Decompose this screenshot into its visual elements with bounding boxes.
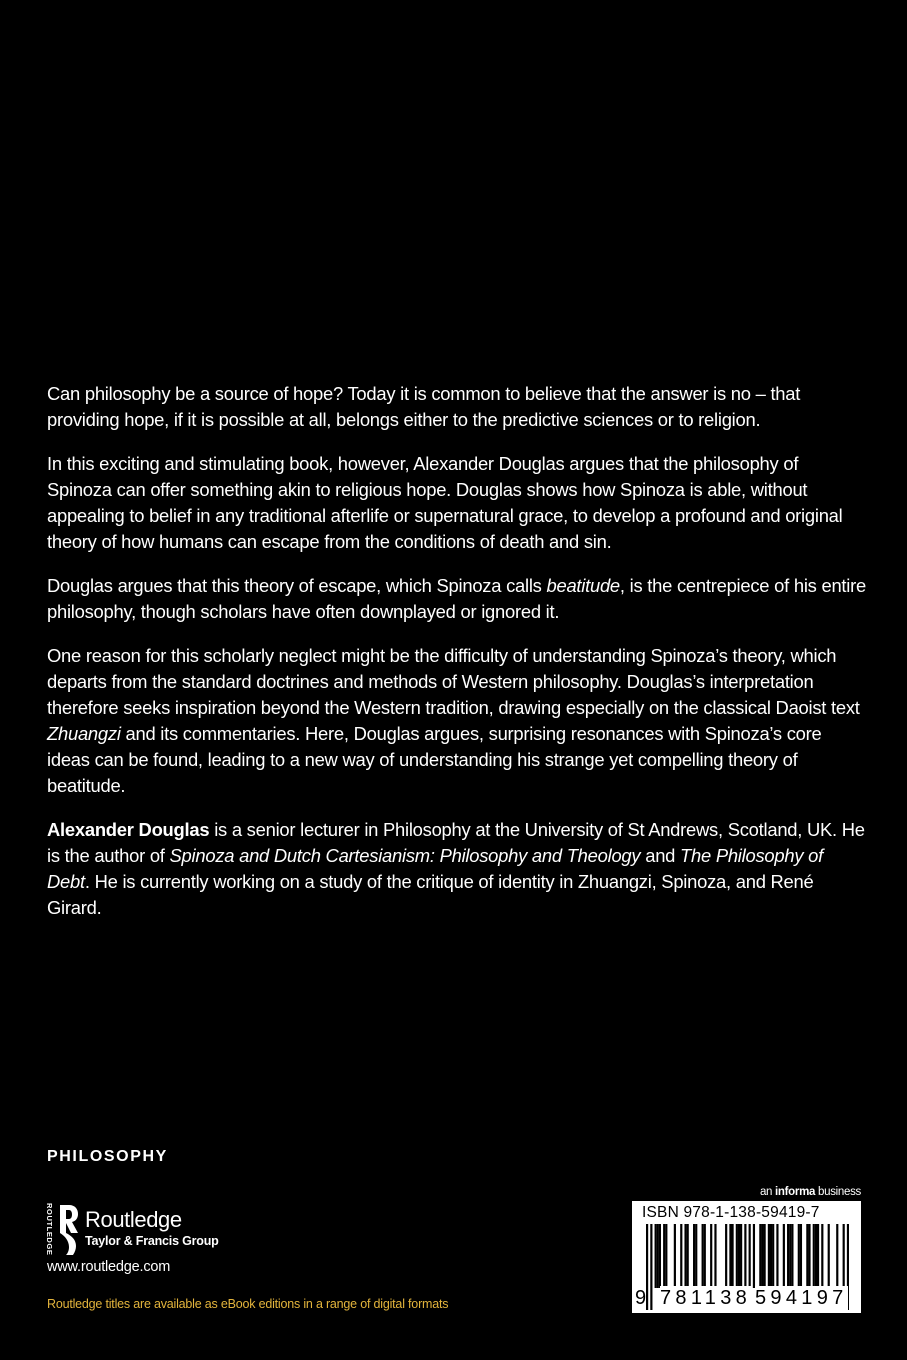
barcode-bar (753, 1224, 755, 1288)
publisher-group: Taylor & Francis Group (85, 1234, 219, 1248)
barcode-bar (704, 1224, 706, 1288)
informa-brand: informa (775, 1186, 816, 1198)
author-bio-text: is a senior lecturer in Philosophy at the University of St Andrews, Scotland, UK. He is the author of (47, 819, 865, 866)
barcode-bar (770, 1224, 772, 1288)
barcode-bar (687, 1224, 689, 1288)
barcode-bar (821, 1224, 823, 1288)
barcode-bar (815, 1224, 817, 1288)
barcode-bar (791, 1224, 793, 1288)
description-text: and its commentaries. Here, Douglas argues, surprising resonances with Spinoza’s core ideas can be found, leading to a new way of understanding his strange yet compelling theory of beatitude. (47, 723, 822, 796)
description-emphasis: Zhuangzi (47, 723, 121, 744)
barcode-bar (764, 1224, 766, 1288)
barcode-bar (806, 1224, 808, 1288)
barcode-bar (740, 1224, 742, 1288)
author-book-title: Spinoza and Dutch Cartesianism: Philosophy and Theology (169, 845, 641, 866)
barcode-bar (828, 1224, 830, 1288)
barcode-bar (789, 1224, 791, 1288)
barcode-bar (657, 1224, 659, 1288)
description-paragraph-3 (47, 573, 867, 625)
barcode-bar (702, 1224, 704, 1288)
publisher-vertical-text: ROUTLEDGE (45, 1203, 54, 1256)
barcode-bar (808, 1224, 810, 1288)
barcode-bar (783, 1224, 785, 1288)
barcode-bar (665, 1224, 667, 1288)
barcode-bar (738, 1224, 740, 1288)
barcode-bar (659, 1224, 661, 1288)
isbn-label: ISBN 978-1-138-59419-7 (642, 1204, 820, 1221)
book-description (47, 381, 867, 939)
informa-suffix: business (815, 1186, 861, 1198)
barcode-bar (663, 1224, 665, 1288)
publisher-name: Routledge (85, 1207, 182, 1232)
publisher-logo (44, 1203, 244, 1255)
barcode-bar (736, 1224, 738, 1288)
barcode-bar (693, 1224, 695, 1288)
barcode-bar (725, 1224, 727, 1288)
subject-category: PHILOSOPHY (47, 1148, 168, 1165)
barcode-bar (674, 1224, 676, 1288)
publisher-vertical-label (44, 1203, 54, 1255)
barcode-bar (817, 1224, 819, 1288)
barcode-bar (695, 1224, 697, 1288)
barcode-bar (684, 1224, 686, 1288)
barcode-bar (759, 1224, 761, 1288)
description-paragraph-4 (47, 643, 867, 799)
description-text: , is the centrepiece of his entire philosophy, though scholars have often downplayed or ignored it. (47, 575, 866, 622)
isbn-barcode-panel (632, 1201, 861, 1313)
barcode-digits-left: 781138 (660, 1287, 752, 1309)
barcode-bar (787, 1224, 789, 1288)
author-bio (47, 817, 867, 921)
publisher-website[interactable]: www.routledge.com (47, 1259, 171, 1275)
barcode-digit-first: 9 (635, 1287, 647, 1309)
informa-prefix: an (759, 1186, 776, 1198)
barcode-bar (680, 1224, 682, 1288)
routledge-r-icon (56, 1203, 80, 1255)
barcode-bar (761, 1224, 763, 1288)
barcode-bar (776, 1224, 778, 1288)
author-bio-text: . He is currently working on a study of the critique of identity in Zhuangzi, Spinoza, and René Girard. (47, 871, 814, 918)
description-text: Douglas argues that this theory of escape, which Spinoza calls (47, 575, 547, 596)
barcode-bar (813, 1224, 815, 1288)
author-book-title: The Philosophy of Debt (47, 845, 823, 892)
description-text: One reason for this scholarly neglect might be the difficulty of understanding Spinoza’s theory, which departs from the standard doctrines and methods of Western philosophy. Douglas’s interpretation therefore seeks inspiration beyond the Western tradition, drawing especially on the classical Daoist text (47, 645, 860, 718)
author-bio-text: and (640, 845, 681, 866)
ebook-availability-note: Routledge titles are available as eBook editions in a range of digital formats (47, 1297, 449, 1311)
barcode-bar (836, 1224, 838, 1288)
barcode-bar (729, 1224, 731, 1288)
informa-business-label (760, 1186, 861, 1198)
barcode-bar (710, 1224, 712, 1288)
barcode-bar (800, 1224, 802, 1288)
barcode-bar (655, 1224, 657, 1288)
barcode-bar (772, 1224, 774, 1288)
barcode-digits (632, 1286, 861, 1312)
description-paragraph-1: Can philosophy be a source of hope? Today it is common to believe that the answer is no – that providing hope, if it is possible at all, belongs either to the predictive sciences or to religion. (47, 383, 801, 430)
description-emphasis: beatitude (546, 575, 620, 596)
description-paragraph-2: In this exciting and stimulating book, however, Alexander Douglas argues that the philosophy of Spinoza can offer something akin to religious hope. Douglas shows how Spinoza is able, without appealing to belief in any traditional afterlife or supernatural grace, to develop a profound and original theory of how humans can escape from the conditions of death and sin. (47, 453, 843, 552)
barcode-bar (731, 1224, 733, 1288)
barcode-digits-right: 594197 (755, 1287, 848, 1309)
barcode-bar (768, 1224, 770, 1288)
barcode-bar (714, 1224, 716, 1288)
author-name: Alexander Douglas (47, 819, 210, 840)
barcode-bar (798, 1224, 800, 1288)
